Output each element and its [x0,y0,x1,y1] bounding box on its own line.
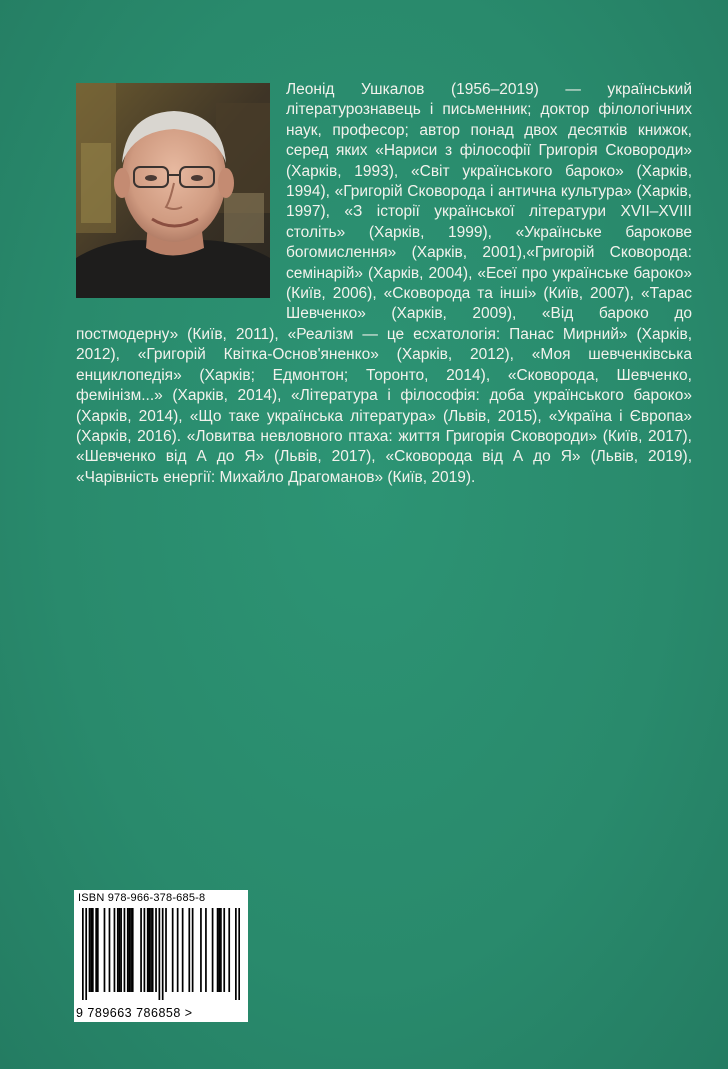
barcode-bar [162,908,164,1000]
barcode-bar [228,908,230,992]
isbn-barcode [74,890,248,1022]
barcode-bar [192,908,194,992]
barcode-bar [117,908,119,992]
barcode-bar [182,908,184,992]
barcode-bar [220,908,222,992]
barcode-bar [90,908,92,992]
barcode-bar [147,908,149,992]
barcode-bar [155,908,157,992]
barcode-bar [150,908,152,992]
barcode-bar [188,908,190,992]
barcode-bar [104,908,106,992]
barcode-bar [205,908,207,992]
barcode-bars [82,908,240,1000]
barcode-bar [120,908,122,992]
barcode-bar [172,908,174,992]
barcode-bar [114,908,116,992]
barcode-bar [124,908,126,992]
barcode-bar [127,908,129,992]
barcode-bar [152,908,154,992]
barcode-bar [212,908,214,992]
barcode-bar [200,908,202,992]
barcode-bar [119,908,121,992]
barcode-bar [82,908,84,1000]
biography-text: Леонід Ушкалов (1956–2019) — український літературознавець і письменник; доктор філологічних наук, професор; автор понад двох десятків книжок, серед яких «Нариси з філософії Григорія Сковороди» (Харків, 1993), «Світ українського бароко» (Харків, 1994), «Григорій Сковорода і антична культура» (Харків, 1997), «З історії української літератури XVII–XVIII століть» (Харків, 1999), «Українське барокове богомислення» (Харків, 2001),«Григорій Сковорода: семінарій» (Харків, 2004), «Есеї про українське бароко» (Київ, 2006), «Сковорода та інші» (Київ, 2007), «Тарас Шевченко» (Харків, 2009), «Від бароко до постмодерну» (Київ, 2011), «Реалізм — це есхатологія: Панас Мирний» (Харків, 2012), «Григорій Квітка-Основ'яненко» (Харків, 2012), «Моя шевченківська енциклопедія» (Харків; Едмонтон; Торонто, 2014), «Сковорода, Шевченко, фемінізм...» (Харків, 2014), «Література і філософія: доба українського бароко» (Харків, 2014), «Що таке українська література» (Львів, 2015), «Україна і Європа» (Харків, 2016). «Ловитва невловного птаха: життя Григорія Сковороди» (Київ, 2017), «Шевченко від А до Я» (Львів, 2017), «Сковорода від А до Я» (Львів, 2019), «Чарівність енергії: Михайло Драгоманов» (Київ, 2019). [76,81,692,486]
barcode-bar [238,908,240,1000]
barcode-bar [92,908,94,992]
barcode-bar [223,908,225,992]
barcode-bar [129,908,131,992]
barcode-bar [144,908,146,992]
barcode-bar [218,908,220,992]
author-biography [76,80,692,488]
barcode-bar [85,908,87,1000]
photo-spacer [76,80,286,318]
barcode-bar [235,908,237,1000]
barcode-bar [149,908,151,992]
barcode-bar [132,908,134,992]
barcode-bar [97,908,99,992]
barcode-bar [130,908,132,992]
barcode-bar [109,908,111,992]
barcode-bar [165,908,167,992]
barcode-bar [159,908,161,1000]
barcode-bar [177,908,179,992]
barcode-bar [140,908,142,992]
barcode-digits: 9 789663 786858 > [76,1006,193,1020]
barcode-bar [95,908,97,992]
barcode-bar [217,908,219,992]
isbn-label: ISBN 978-966-378-685-8 [78,892,206,904]
barcode-bar [89,908,91,992]
